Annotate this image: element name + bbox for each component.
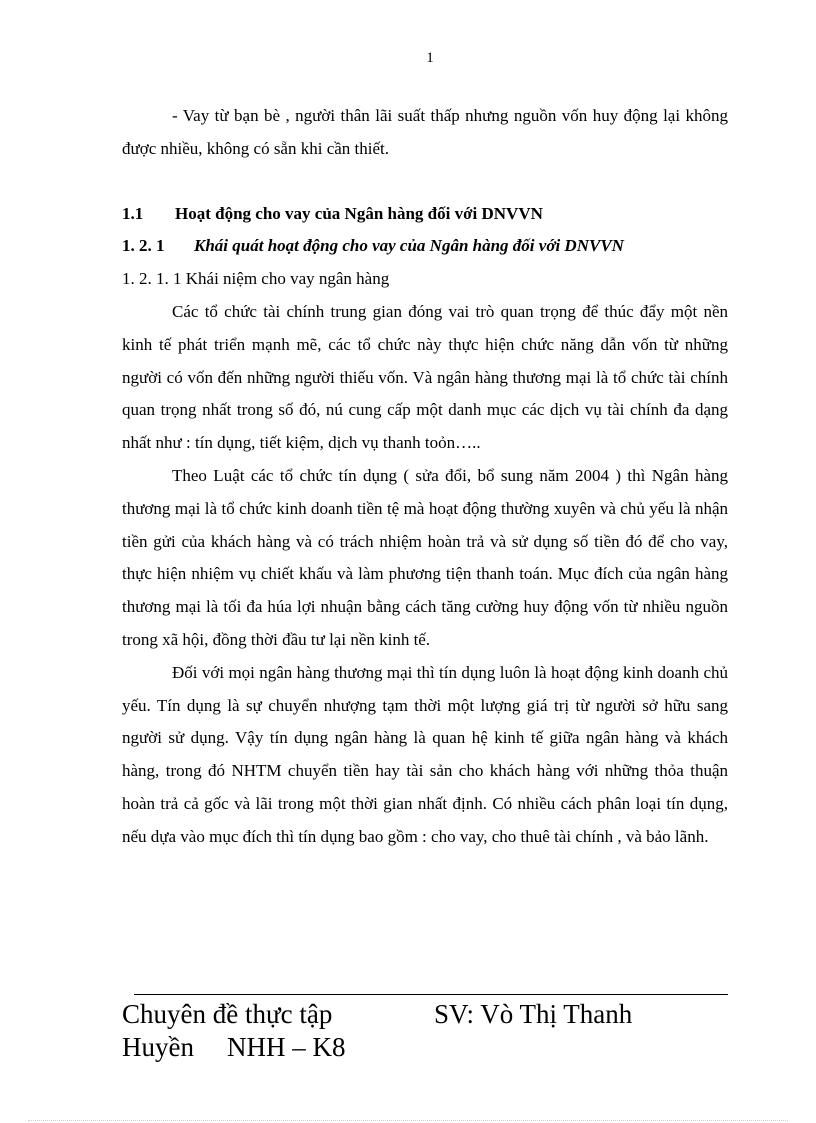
section-title: Hoạt động cho vay của Ngân hàng đối với DNVVN: [175, 203, 543, 223]
footer-line-2: [122, 1031, 742, 1064]
section-heading: [122, 198, 728, 231]
subsection-heading: [122, 230, 728, 263]
paragraph-credit-definition: Đối với mọi ngân hàng thương mại thì tín dụng luôn là hoạt động kinh doanh chủ yếu. Tín dụng là sự chuyển nhượng tạm thời một lượng giá trị từ người sở hữu sang người sử dụng. Vậy tín dụng ngân hàng là quan hệ kinh tế giữa ngân hàng và khách hàng, trong đó NHTM chuyển tiền hay tài sản cho khách hàng với những thỏa thuận hoàn trả cả gốc và lãi trong một thời gian nhất định. Có nhiều cách phân loại tín dụng, nếu dựa vào mục đích thì tín dụng bao gồm : cho vay, cho thuê tài chính , và bảo lãnh.: [122, 662, 728, 846]
footer-line-1: [122, 998, 742, 1031]
page-bottom-border: [28, 1120, 788, 1121]
page-number: 1: [426, 50, 434, 66]
document-body: [122, 100, 728, 854]
footer-student: SV: Vò Thị Thanh: [434, 999, 633, 1029]
footer-divider: [134, 994, 728, 995]
subsubsection-heading: 1. 2. 1. 1 Khái niệm cho vay ngân hàng: [122, 269, 390, 289]
section-number: 1.1: [122, 203, 144, 223]
footer-topic: Chuyên đề thực tập: [122, 999, 333, 1029]
footer: [122, 998, 742, 1064]
paragraph-financial-intermediaries: Các tổ chức tài chính trung gian đóng vai trò quan trọng để thúc đẩy một nền kinh tế phát triển mạnh mẽ, các tổ chức này thực hiện chức năng dẫn vốn từ những người có vốn đến những người thiếu vốn. Và ngân hàng thương mại là tổ chức tài chính quan trọng nhất trong số đó, nú cung cấp một danh mục các dịch vụ tài chính đa dạng nhất như : tín dụng, tiết kiệm, dịch vụ thanh toỏn…..: [122, 301, 728, 453]
subsection-number: 1. 2. 1: [122, 236, 165, 256]
paragraph-credit-law: Theo Luật các tổ chức tín dụng ( sửa đổi, bổ sung năm 2004 ) thì Ngân hàng thương mại là tổ chức kinh doanh tiền tệ mà hoạt động thường xuyên và chủ yếu là nhận tiền gửi của khách hàng và có trách nhiệm hoàn trả và sử dụng số tiền đó để cho vay, thực hiện nhiệm vụ chiết khấu và làm phương tiện thanh toán. Mục đích của ngân hàng thương mại là tối đa húa lợi nhuận bằng cách tăng cường huy động vốn từ nhiều nguồn trong xã hội, đồng thời đầu tư lại nền kinh tế.: [122, 465, 728, 649]
footer-class: NHH – K8: [227, 1032, 346, 1062]
footer-student-cont: Huyền: [122, 1032, 194, 1062]
subsection-title: Khái quát hoạt động cho vay của Ngân hàng đối với DNVVN: [194, 236, 624, 256]
spacer: [122, 166, 728, 198]
intro-paragraph: - Vay từ bạn bè , người thân lãi suất thấp nhưng nguồn vốn huy động lại không được nhiều, không có sẵn khi cần thiết.: [122, 106, 728, 158]
